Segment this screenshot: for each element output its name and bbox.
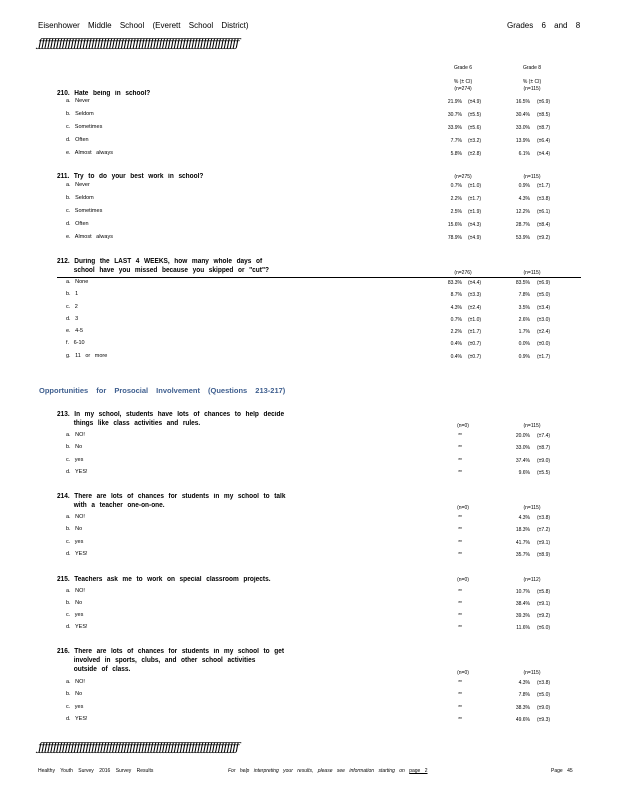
- grade8-value: 13.9%: [515, 138, 530, 144]
- question-215-option-label: c. yes: [66, 612, 84, 618]
- question-212-option-label: e. 4-5: [66, 328, 84, 334]
- grade8-value: 33.0%: [515, 125, 530, 131]
- grade6-value: **: [458, 692, 462, 698]
- grade8-ci: (±1.7): [537, 354, 551, 360]
- grade8-value: 2.6%: [518, 317, 530, 323]
- question-212-title-line2: school have you missed because you skipped or "cut"?: [73, 267, 270, 274]
- grade6-ci: (±1.7): [468, 329, 482, 335]
- grade6-label: Grade 6: [453, 65, 473, 71]
- footer-page-link[interactable]: page 2: [409, 768, 428, 774]
- grade8-n: (n=115): [523, 86, 541, 92]
- grade8-ci: (±8.4): [537, 222, 551, 228]
- section-heading: Opportunities for Prosocial Involvement (Questions 213-217): [39, 386, 286, 395]
- grade6-n: (n=274): [454, 86, 472, 92]
- grade8-value: 0.9%: [518, 354, 530, 360]
- footer-survey-title: Healthy Youth Survey 2016 Survey Results: [38, 768, 154, 774]
- grade6-ci: (±5.6): [468, 125, 482, 131]
- grade8-value: 18.3%: [515, 527, 530, 533]
- grade8-ci: (±4.4): [537, 151, 551, 157]
- question-212-title: [57, 257, 269, 275]
- question-216-option-label: a. NO!: [66, 679, 85, 685]
- grade6-ci: (±3.3): [468, 292, 482, 298]
- grade8-ci: (±5.0): [537, 292, 551, 298]
- question-212-option-label: g. 11 or more: [66, 353, 108, 359]
- question-210-option-label: e. Almost always: [66, 150, 113, 156]
- grade8-value: 35.7%: [515, 552, 530, 558]
- grade8-ci: (±8.9): [537, 552, 551, 558]
- grade8-ci: (±8.5): [537, 112, 551, 118]
- question-212-title-line1: 212. During the LAST 4 WEEKS, how many whole days of: [57, 258, 263, 265]
- question-215-title: 215. Teachers ask me to work on special classroom projects.: [57, 576, 271, 583]
- grade6-value: **: [458, 527, 462, 533]
- question-213-grade8-n: (n=115): [523, 423, 541, 429]
- grade8-ci: (±9.2): [537, 613, 551, 619]
- grade8-ci: (±8.7): [537, 445, 551, 451]
- grade6-value: 30.7%: [447, 112, 462, 118]
- grade8-ci: (±3.0): [537, 317, 551, 323]
- grade6-ci: (±4.9): [468, 235, 482, 241]
- grade8-ci: (±5.5): [537, 470, 551, 476]
- grade8-value: 4.3%: [518, 196, 530, 202]
- question-212-divider: [57, 277, 581, 278]
- question-213-title-line1: 213. In my school, students have lots of chances to help decide: [57, 411, 285, 418]
- question-212-grade6-n: (n=276): [454, 270, 472, 276]
- grade6-ci: (±1.0): [468, 317, 482, 323]
- question-212-option-label: f. 6-10: [66, 340, 85, 346]
- grade8-ci: (±9.2): [537, 235, 551, 241]
- question-214-title-line1: 214. There are lots of chances for students in my school to talk: [57, 493, 286, 500]
- question-216-title-line1: 216. There are lots of chances for students in my school to get: [57, 648, 285, 655]
- grade8-value: 0.9%: [518, 183, 530, 189]
- grade8-ci: (±0.0): [537, 341, 551, 347]
- grade6-ci: (±5.5): [468, 112, 482, 118]
- question-211-option-label: b. Seldom: [66, 195, 94, 201]
- grade8-ci: (±6.9): [537, 280, 551, 286]
- grade8-ci: (±8.7): [537, 125, 551, 131]
- grade6-ci: (±4.4): [468, 280, 482, 286]
- grade8-value: 83.5%: [515, 280, 530, 286]
- grade6-ci: (±3.2): [468, 138, 482, 144]
- grade6-value: 0.7%: [450, 317, 462, 323]
- question-214-grade8-n: (n=115): [523, 505, 541, 511]
- question-215-option-label: d. YES!: [66, 624, 88, 630]
- grade8-value: 30.4%: [515, 112, 530, 118]
- question-211-option-label: e. Almost always: [66, 234, 113, 240]
- grade8-value: 7.8%: [518, 692, 530, 698]
- question-212-option-label: a. None: [66, 279, 89, 285]
- question-214-option-label: a. NO!: [66, 514, 85, 520]
- grade8-ci: (±6.0): [537, 625, 551, 631]
- question-214-option-label: c. yes: [66, 539, 84, 545]
- grade6-value: **: [458, 717, 462, 723]
- grade6-value: **: [458, 601, 462, 607]
- question-211-grade8-n: (n=115): [523, 174, 541, 180]
- grade6-ci: (±4.3): [468, 222, 482, 228]
- grade6-value: **: [458, 705, 462, 711]
- grade6-value: **: [458, 540, 462, 546]
- grade6-value: 83.3%: [447, 280, 462, 286]
- grade6-ci: (±0.7): [468, 341, 482, 347]
- grade8-ci: (±9.0): [537, 458, 551, 464]
- grade8-value: 53.9%: [515, 235, 530, 241]
- grade6-value: 5.8%: [450, 151, 462, 157]
- grade8-ci: (±3.4): [537, 305, 551, 311]
- question-210-option-label: c. Sometimes: [66, 124, 103, 130]
- question-215-grade6-n: (n=0): [457, 577, 469, 583]
- grade6-value: 21.9%: [447, 99, 462, 105]
- grade8-value: 6.1%: [518, 151, 530, 157]
- grade6-value: **: [458, 552, 462, 558]
- question-210-option-label: b. Seldom: [66, 111, 94, 117]
- footer-help-label: For help interpreting your results, please see information starting on: [228, 768, 405, 774]
- question-213-grade6-n: (n=0): [457, 423, 469, 429]
- grade6-value: **: [458, 445, 462, 451]
- question-213-option-label: a. NO!: [66, 432, 85, 438]
- grade8-ci: (±2.4): [537, 329, 551, 335]
- grade8-value: 9.6%: [518, 470, 530, 476]
- grade8-value: 12.2%: [515, 209, 530, 215]
- grade8-ci: (±1.7): [537, 183, 551, 189]
- question-212-option-label: c. 2: [66, 304, 78, 310]
- grade8-value: 39.3%: [515, 613, 530, 619]
- grade8-ci: (±3.8): [537, 680, 551, 686]
- grade6-value: **: [458, 589, 462, 595]
- grade8-value: 28.7%: [515, 222, 530, 228]
- grade6-value: **: [458, 433, 462, 439]
- grade6-value: **: [458, 470, 462, 476]
- grade8-ci: (±6.4): [537, 138, 551, 144]
- question-216-option-label: d. YES!: [66, 716, 88, 722]
- question-214-title: [57, 492, 285, 510]
- report-title: Eisenhower Middle School (Everett School District): [38, 21, 249, 30]
- question-216-title-line2: involved in sports, clubs, and other school activities: [73, 657, 256, 664]
- grade6-value: 7.7%: [450, 138, 462, 144]
- grade8-value: 16.5%: [515, 99, 530, 105]
- question-213-option-label: d. YES!: [66, 469, 88, 475]
- grade6-ci: (±1.9): [468, 209, 482, 215]
- grade8-value: 4.3%: [518, 680, 530, 686]
- question-213-title: [57, 410, 284, 428]
- question-214-option-label: d. YES!: [66, 551, 88, 557]
- question-211-option-label: a. Never: [66, 182, 90, 188]
- grade8-ci: (±3.8): [537, 196, 551, 202]
- grade8-value: 11.6%: [516, 625, 530, 631]
- grade8-value: 33.0%: [515, 445, 530, 451]
- grade8-ci: (±9.0): [537, 705, 551, 711]
- grade6-ci: (±2.8): [468, 151, 482, 157]
- decorative-rule-top: ƒƒƒƒƒƒƒƒƒƒƒƒƒƒƒƒƒƒƒƒƒƒƒƒƒƒƒƒƒƒƒƒƒƒƒƒƒƒƒƒƒƒƒƒƒƒƒƒƒƒƒƒƒƒƒƒƒƒƒƒƒƒƒƒƒƒƒƒ: [38, 36, 239, 50]
- grade6-value: 2.2%: [450, 196, 462, 202]
- grade8-label: Grade 8: [522, 65, 542, 71]
- grade6-value: 0.4%: [450, 354, 462, 360]
- question-213-title-line2: things like class activities and rules.: [73, 420, 201, 427]
- grade6-value: 2.2%: [450, 329, 462, 335]
- question-215-grade8-n: (n=112): [523, 577, 541, 583]
- grade6-pct-label: % (± CI): [453, 79, 473, 85]
- grade6-column-header: [433, 65, 493, 93]
- question-214-grade6-n: (n=0): [457, 505, 469, 511]
- grade8-ci: (±7.4): [537, 433, 551, 439]
- grade6-ci: (±1.7): [468, 196, 482, 202]
- grade6-value: 8.7%: [450, 292, 462, 298]
- question-211-option-label: c. Sometimes: [66, 208, 103, 214]
- question-212-option-label: b. 1: [66, 291, 79, 297]
- question-210-title: 210. Hate being in school?: [57, 90, 151, 97]
- question-210-option-label: d. Often: [66, 137, 89, 143]
- question-215-option-label: a. NO!: [66, 588, 85, 594]
- question-213-option-label: b. No: [66, 444, 83, 450]
- grade6-value: **: [458, 515, 462, 521]
- grade6-value: **: [458, 680, 462, 686]
- question-216-grade6-n: (n=0): [457, 670, 469, 676]
- grade6-value: 15.6%: [447, 222, 462, 228]
- grade8-value: 38.3%: [515, 705, 530, 711]
- grade8-ci: (±5.8): [537, 589, 551, 595]
- grade8-ci: (±6.1): [537, 209, 551, 215]
- grade8-value: 4.3%: [518, 515, 530, 521]
- grade8-value: 10.7%: [515, 589, 530, 595]
- question-211-title: 211. Try to do your best work in school?: [57, 173, 204, 180]
- footer-help-text: [228, 768, 428, 774]
- grade8-column-header: [502, 65, 562, 93]
- question-216-title: [57, 647, 284, 674]
- question-210-option-label: a. Never: [66, 98, 90, 104]
- question-213-option-label: c. yes: [66, 457, 84, 463]
- decorative-rule-bottom: ƒƒƒƒƒƒƒƒƒƒƒƒƒƒƒƒƒƒƒƒƒƒƒƒƒƒƒƒƒƒƒƒƒƒƒƒƒƒƒƒƒƒƒƒƒƒƒƒƒƒƒƒƒƒƒƒƒƒƒƒƒƒƒƒƒƒƒƒ: [38, 740, 239, 754]
- grade6-ci: (±1.0): [468, 183, 482, 189]
- grade8-value: 20.0%: [515, 433, 530, 439]
- grade8-ci: (±9.3): [537, 717, 551, 723]
- grade6-ci: (±4.9): [468, 99, 482, 105]
- grade8-value: 41.7%: [515, 540, 530, 546]
- grade8-value: 38.4%: [515, 601, 530, 607]
- grade6-ci: (±2.4): [468, 305, 482, 311]
- grade6-value: 0.7%: [450, 183, 462, 189]
- question-216-grade8-n: (n=115): [523, 670, 541, 676]
- grade8-value: 37.4%: [515, 458, 530, 464]
- grade8-value: 3.5%: [518, 305, 530, 311]
- grade6-value: 78.9%: [447, 235, 462, 241]
- grade8-ci: (±5.0): [537, 692, 551, 698]
- question-212-option-label: d. 3: [66, 316, 79, 322]
- grade8-ci: (±9.1): [537, 601, 551, 607]
- question-215-option-label: b. No: [66, 600, 83, 606]
- question-216-title-line3: outside of class.: [73, 666, 131, 673]
- grade8-ci: (±9.1): [537, 540, 551, 546]
- page-number: Page 45: [551, 768, 573, 774]
- question-211-option-label: d. Often: [66, 221, 89, 227]
- grade6-value: **: [458, 613, 462, 619]
- grade8-ci: (±3.8): [537, 515, 551, 521]
- grade6-value: **: [458, 458, 462, 464]
- grade6-ci: (±0.7): [468, 354, 482, 360]
- grade6-value: **: [458, 625, 462, 631]
- grades-label: Grades 6 and 8: [507, 21, 581, 30]
- grade8-pct-label: % (± CI): [522, 79, 542, 85]
- grade8-value: 7.8%: [518, 292, 530, 298]
- grade6-value: 2.5%: [450, 209, 462, 215]
- grade6-value: 4.3%: [450, 305, 462, 311]
- grade8-ci: (±6.9): [537, 99, 551, 105]
- question-211-grade6-n: (n=275): [454, 174, 472, 180]
- question-216-option-label: c. yes: [66, 704, 84, 710]
- question-214-option-label: b. No: [66, 526, 83, 532]
- grade8-value: 49.6%: [515, 717, 530, 723]
- grade6-value: 0.4%: [450, 341, 462, 347]
- grade8-value: 1.7%: [518, 329, 530, 335]
- question-216-option-label: b. No: [66, 691, 83, 697]
- question-212-grade8-n: (n=115): [523, 270, 541, 276]
- grade6-value: 33.9%: [447, 125, 462, 131]
- grade8-value: 0.0%: [518, 341, 530, 347]
- question-214-title-line2: with a teacher one-on-one.: [73, 502, 165, 509]
- grade8-ci: (±7.2): [537, 527, 551, 533]
